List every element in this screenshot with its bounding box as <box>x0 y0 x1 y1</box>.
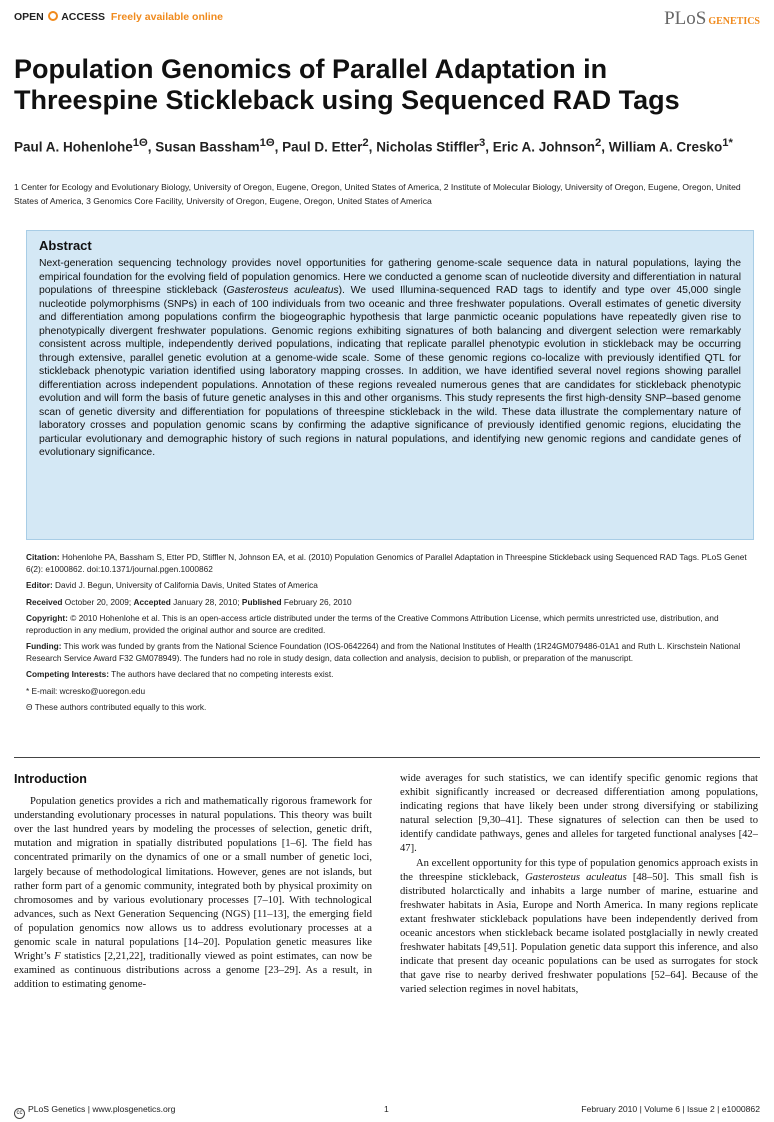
column-right <box>400 772 758 1090</box>
article-metadata <box>26 552 754 719</box>
abstract-box <box>26 230 754 540</box>
copyright-label: Copyright: <box>26 613 68 623</box>
author[interactable]: Paul D. Etter <box>282 139 363 155</box>
funding-text: This work was funded by grants from the National Science Foundation (IOS-0642264) and from the National Institutes of Health (1R24GM079486-01A1 and Ruth L. Kirschstein National Research Service Award F32 GM078949). The funders had no role in study design, data collection and analysis, decision to publish, or preparation of the manuscript. <box>26 641 741 663</box>
logo-plos: PLoS <box>664 8 707 29</box>
citation-label: Citation: <box>26 552 60 562</box>
funding <box>26 641 754 664</box>
intro-paragraph <box>14 795 372 992</box>
copyright <box>26 613 754 636</box>
author-sup: 3 <box>478 137 486 149</box>
received-date: October 20, 2009; <box>64 596 132 607</box>
editor-text: David J. Begun, University of California Davis, United States of America <box>55 580 318 590</box>
open-access-badge <box>14 11 223 23</box>
page-footer <box>14 1104 760 1118</box>
intro-paragraph <box>400 857 758 998</box>
intro-text: [48–50]. This small fish is distributed holarctically and inhabits a large number of marine, estuarine and freshwater habitats in Asia, Europe and North America. In many regions replicate extant freshwater stickleback populations have been independently derived from oceanic ancestors when stickleback became isolated postglacially in newly created freshwater habitats [49,51]. Population genetic data support this inference, and also indicate that present day oceanic populations can be used as surrogates for stock that gave rise to nearby derived freshwater populations [52–64]. Because of the varied selection regimes in novel habitats, <box>400 871 758 996</box>
abstract-species: Gasterosteus aculeatus <box>226 285 339 296</box>
author-list: Paul A. Hohenlohe$^{1\Theta}$, Susan Bassham$^{1\Theta}$, Paul D. Etter$^2$, Nicholas Stiffler$^3$, Eric A. Johnson$^2$, William A. Cresko$^{1*}$ <box>14 137 733 155</box>
email[interactable]: * E-mail: wcresko@uoregon.edu <box>26 685 146 696</box>
author[interactable]: Susan Bassham <box>155 139 260 155</box>
competing-interests <box>26 669 754 681</box>
published-date: February 26, 2010 <box>283 596 352 607</box>
oa-open-text: OPEN <box>14 11 44 23</box>
oa-free-text: Freely available online <box>110 11 223 23</box>
abstract-text <box>39 257 741 460</box>
intro-italic: F <box>54 951 61 963</box>
intro-text: statistics [2,21,22], traditionally viewed as point estimates, can now be examined as continuous distributions across a genome [23–29]. As a result, in addition to estimating genome- <box>14 951 372 991</box>
intro-text: An excellent opportunity for this type of population genomics approach exists in the threespine stickleback, <box>400 857 758 883</box>
affiliations: 1 Center for Ecology and Evolutionary Biology, University of Oregon, Eugene, Oregon, United States of America, 2 Institute of Molecular Biology, University of Oregon, Eugene, Oregon, United States of America, 3 Genomics Core Facility, University of Oregon, Eugene, Oregon, United States of America <box>14 182 741 206</box>
competing-label: Competing Interests: <box>26 669 109 679</box>
competing-text: The authors have declared that no competing interests exist. <box>111 669 334 679</box>
author-sup: 2 <box>362 137 369 149</box>
footer-journal <box>14 1104 175 1119</box>
author[interactable]: Eric A. Johnson <box>492 139 596 155</box>
oa-access-text: ACCESS <box>61 11 105 23</box>
abstract-part: Next-generation sequencing technology provides novel opportunities for gathering genome-scale sequence data in natural populations, laying the empirical foundation for the evolving field of population genomics. Here we conducted a genome scan of nucleotide diversity and differentiation in natural populations of threespine stickleback ( <box>39 258 741 296</box>
logo-genetics: GENETICS <box>708 16 760 27</box>
section-divider <box>14 757 760 758</box>
column-left <box>14 772 372 1090</box>
footer-journal-link[interactable]: PLoS Genetics | www.plosgenetics.org <box>28 1104 176 1114</box>
published-label: Published <box>241 596 282 607</box>
citation <box>26 552 754 575</box>
author[interactable]: William A. Cresko <box>608 139 723 155</box>
author-sup: 1Θ <box>132 137 148 149</box>
journal-header <box>14 8 760 30</box>
accepted-label: Accepted <box>133 596 171 607</box>
accepted-date: January 28, 2010; <box>173 596 240 607</box>
editor <box>26 580 754 592</box>
author-sup: 1* <box>722 137 733 149</box>
open-lock-icon <box>48 11 58 21</box>
intro-heading: Introduction <box>14 772 87 786</box>
author[interactable]: Paul A. Hohenlohe <box>14 139 133 155</box>
journal-logo <box>664 8 760 30</box>
equal-contribution: Θ These authors contributed equally to this work. <box>26 702 207 712</box>
abstract-heading: Abstract <box>39 238 92 253</box>
article-title: Population Genomics of Parallel Adaptation in Threespine Stickleback using Sequenced RAD Tags <box>14 54 680 115</box>
funding-label: Funding: <box>26 641 62 651</box>
author-sup: 2 <box>595 137 602 149</box>
author[interactable]: Nicholas Stiffler <box>376 139 479 155</box>
intro-paragraph: wide averages for such statistics, we can identify specific genomic regions that exhibit significantly increased or decreased differentiation among populations, indicating regions that have likely been under strong diversifying or stabilizing natural selection [9,30–41]. These signatures of selection can then be used to identify candidate pathways, genes and alleles for targeted functional analyses [42–47]. <box>400 773 758 855</box>
author-sup: 1Θ <box>259 137 275 149</box>
intro-species: Gasterosteus aculeatus <box>525 871 627 883</box>
dates <box>26 597 754 609</box>
page-number: 1 <box>384 1104 389 1114</box>
creative-commons-icon: cc <box>14 1108 25 1119</box>
abstract-part: ). We used Illumina-sequenced RAD tags to identify and type over 45,000 single nucleotide polymorphisms (SNPs) in each of 100 individuals from two oceanic and three freshwater populations. Overall estimates of genetic diversity and differentiation among populations confirm the biogeographic hypothesis that large panmictic oceanic populations have repeatedly given rise to phenotypically divergent freshwater populations. Genomic regions exhibiting signatures of both balancing and divergent selection were remarkably consistent across multiple, independently derived populations, indicating that replicate parallel phenotypic evolution in stickleback may be occurring through extensive, parallel genetic evolution at a genome-wide scale. Some of these genomic regions co-localize with previously identified QTL for stickleback phenotypic variation identified using laboratory mapping crosses. In addition, we have identified several novel regions showing parallel differentiation across independent populations. Annotation of these regions revealed numerous genes that are candidates for stickleback phenotypic evolution and will form the basis of future genetic analyses in this and other organisms. This study represents the first high-density SNP–based genome scan of genetic diversity and differentiation for populations of threespine stickleback in the wild. These data illustrate the complementary nature of laboratory crosses and population genomic scans by confirming the adaptive significance of previously identified genomic regions, elucidating the particular evolutionary and demographic history of such regions in natural populations, and identifying new genomic regions and candidate genes of evolutionary significance. <box>39 285 741 458</box>
copyright-text: © 2010 Hohenlohe et al. This is an open-access article distributed under the terms of the Creative Commons Attribution License, which permits unrestricted use, distribution, and reproduction in any medium, provided the original author and source are credited. <box>26 613 719 635</box>
received-label: Received <box>26 596 63 607</box>
citation-text: Hohenlohe PA, Bassham S, Etter PD, Stiffler N, Johnson EA, et al. (2010) Population Genomics of Parallel Adaptation in Threespine Stickleback using Sequenced RAD Tags. PLoS Genet 6(2): e1000862. doi:10.1371/journal.pgen.1000862 <box>26 552 747 574</box>
footer-issue: February 2010 | Volume 6 | Issue 2 | e1000862 <box>581 1104 760 1114</box>
intro-text: Population genetics provides a rich and mathematically rigorous framework for understanding evolutionary processes in natural populations. This theory was built over the last hundred years by modeling the processes of selection, genetic drift, mutation and migration in spatially distributed populations [1–6]. The field has concentrated primarily on the dynamics of one or a small number of genetic loci, largely because of methodological limitations. However, genes are not islands, but rather form part of a genomic community, integrated both by physical proximity on chromosomes and by various evolutionary processes [7–10]. With technological advances, such as Next Generation Sequencing (NGS) [11–13], the emerging field of population genomics now allows us to address evolutionary processes at a genomic scale in natural populations [14–20]. Population genetic measures like Wright’s <box>14 796 372 963</box>
editor-label: Editor: <box>26 580 53 590</box>
